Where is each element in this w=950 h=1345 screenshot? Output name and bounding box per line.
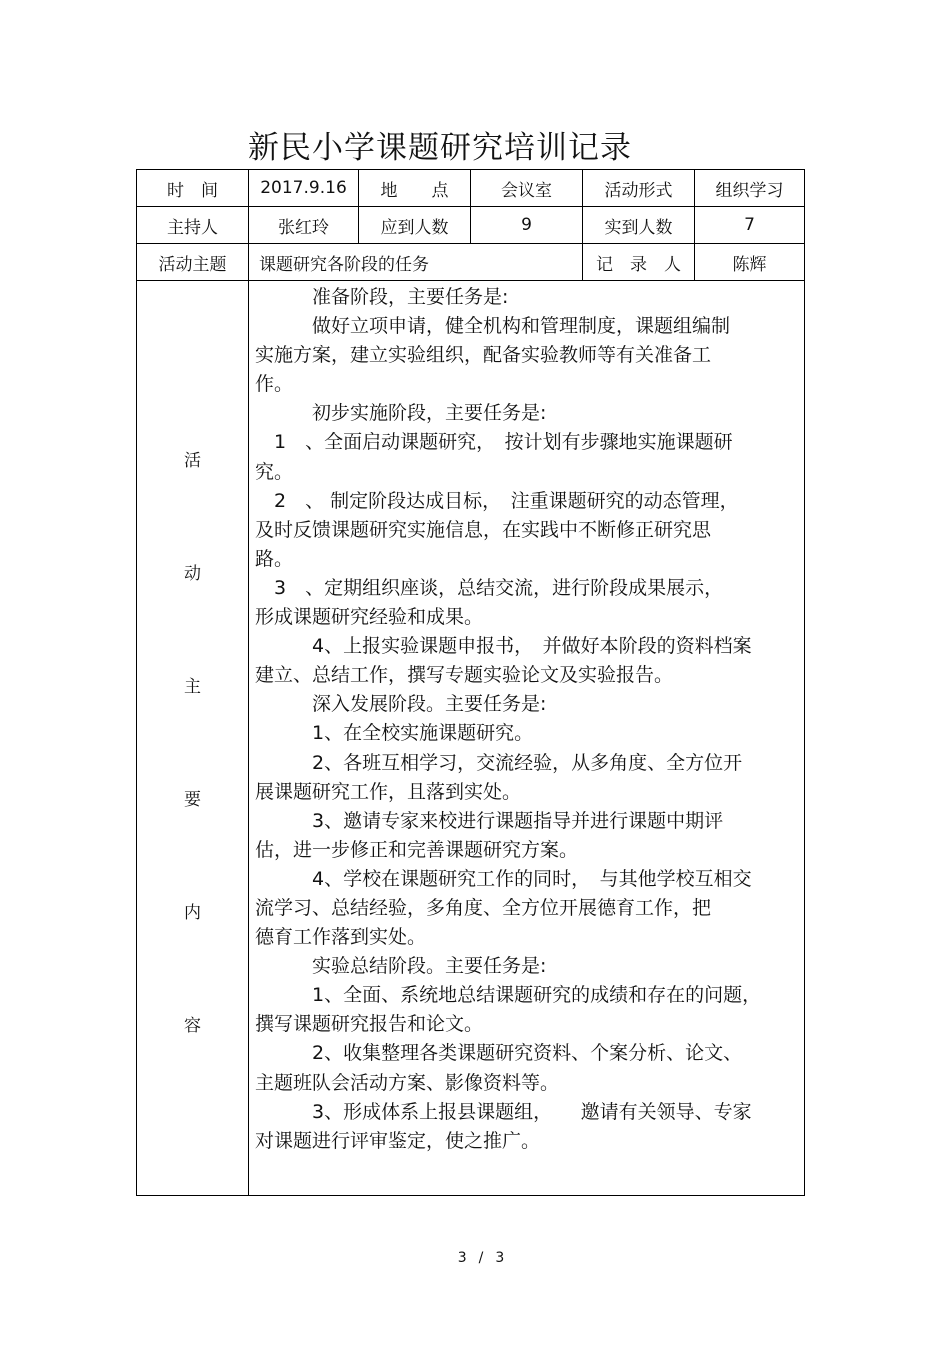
content-text [255,283,790,1156]
expected-count-value: 9 [471,207,583,244]
content-label-cell [137,281,249,1196]
host-label: 主持人 [137,207,249,244]
content-line: 1 、全面启动课题研究， 按计划有步骤地实施课题研 [255,431,733,454]
content-line: 4、上报实验课题申报书， 并做好本阶段的资料档案 [255,635,752,658]
content-line: 流学习、总结经验，多角度、全方位开展德育工作，把 [255,896,712,919]
theme-value: 课题研究各阶段的任务 [249,244,583,281]
content-line: 4、学校在课题研究工作的同时， 与其他学校互相交 [255,867,752,890]
place-label: 地 点 [359,170,471,207]
activity-form-value: 组织学习 [695,170,805,207]
recorder-value: 陈辉 [695,244,805,281]
content-line: 3、邀请专家来校进行课题指导并进行课题中期评 [255,809,724,832]
table-row [137,207,805,244]
content-line: 及时反馈课题研究实施信息，在实践中不断修正研究思 [255,518,712,541]
table-row [137,281,805,1196]
content-line: 做好立项申请，健全机构和管理制度，课题组编制 [255,315,731,338]
table-row [137,244,805,281]
content-line: 3、形成体系上报县课题组， 邀请有关领导、专家 [255,1100,752,1123]
content-line: 德育工作落到实处。 [255,926,427,949]
actual-count-value: 7 [695,207,805,244]
current-page: 3 [457,1250,467,1266]
total-pages: 3 [495,1250,505,1266]
content-label-char: 容 [184,1016,201,1036]
content-line: 深入发展阶段。主要任务是: [255,693,547,716]
page-separator: / [478,1250,484,1266]
content-line: 准备阶段，主要任务是: [255,286,509,308]
page-number [0,1250,950,1266]
content-label-char: 内 [184,903,201,923]
content-line: 作。 [255,373,294,396]
expected-count-label: 应到人数 [359,207,471,244]
table-row [137,170,805,207]
record-table [136,169,805,1196]
time-label: 时 间 [137,170,249,207]
content-line: 实施方案，建立实验组织，配备实验教师等有关准备工 [255,344,712,367]
content-line: 撰写课题研究报告和论文。 [255,1013,484,1036]
place-value: 会议室 [471,170,583,207]
content-line: 对课题进行评审鉴定，使之推广。 [255,1129,541,1152]
recorder-label: 记 录 人 [583,244,695,281]
content-line: 路。 [255,547,294,570]
content-label-char: 活 [184,451,201,471]
content-label-char: 要 [184,790,201,810]
content-line: 1、在全校实施课题研究。 [255,722,534,745]
actual-count-label: 实到人数 [583,207,695,244]
content-label-char: 动 [184,564,201,584]
content-line: 2、各班互相学习，交流经验，从多角度、全方位开 [255,751,743,774]
content-line: 2 、 制定阶段达成目标， 注重课题研究的动态管理， [255,489,739,512]
content-line: 实验总结阶段。主要任务是: [255,955,547,978]
content-line: 形成课题研究经验和成果。 [255,606,484,629]
content-line: 究。 [255,460,294,483]
content-line: 估，进一步修正和完善课题研究方案。 [255,838,579,861]
content-line: 建立、总结工作，撰写专题实验论文及实验报告。 [255,664,674,687]
content-line: 3 、定期组织座谈，总结交流，进行阶段成果展示， [255,576,724,599]
time-value: 2017.9.16 [249,170,359,207]
activity-form-label: 活动形式 [583,170,695,207]
theme-label: 活动主题 [137,244,249,281]
content-body [249,281,805,1196]
page-title: 新民小学课题研究培训记录 [248,130,632,166]
content-line: 1、全面、系统地总结课题研究的成绩和存在的问题， [255,984,762,1007]
content-label-char: 主 [184,677,201,697]
content-line: 2、收集整理各类课题研究资料、个案分析、论文、 [255,1042,743,1065]
content-label [137,281,248,1124]
host-value: 张红玲 [249,207,359,244]
content-line: 主题班队会活动方案、影像资料等。 [255,1071,560,1094]
content-line: 初步实施阶段，主要任务是: [255,402,547,425]
content-line: 展课题研究工作，且落到实处。 [255,780,522,803]
